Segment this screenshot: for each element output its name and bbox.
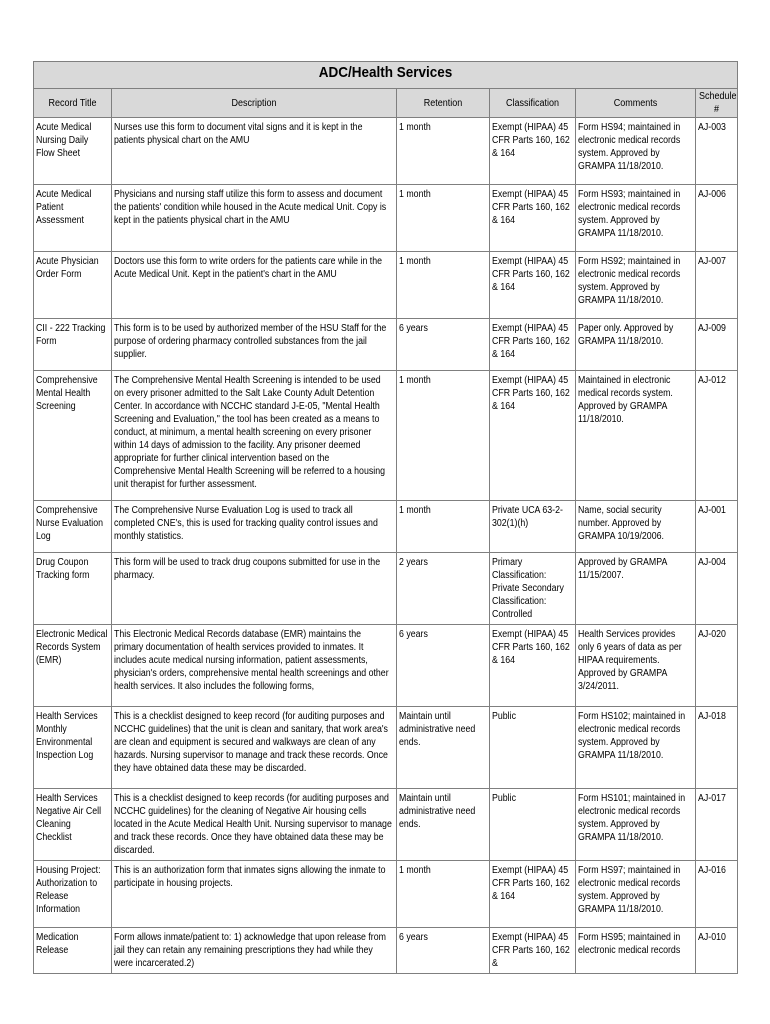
description-cell: This Electronic Medical Records database (EMR) maintains the primary documentation of health services provided to inmates. It includes acute medical nursing information, patient assessments, physician's orders, comprehensive mental health screenings and other health services. It also includes the following forms, (112, 625, 397, 707)
classification-cell: Public (490, 707, 576, 789)
table-row (34, 185, 738, 252)
description-cell: The Comprehensive Nurse Evaluation Log is used to track all completed CNE's, this is used for tracking quality control issues and monthly statistics. (112, 501, 397, 553)
table-row (34, 789, 738, 861)
table-row (34, 625, 738, 707)
table-row (34, 861, 738, 928)
schedule-cell: AJ-012 (696, 371, 738, 501)
description-cell: This is an authorization form that inmates signs allowing the inmate to participate in housing projects. (112, 861, 397, 928)
page-title: ADC/Health Services (34, 62, 738, 89)
schedule-cell: AJ-003 (696, 118, 738, 185)
classification-cell: Exempt (HIPAA) 45 CFR Parts 160, 162 & 164 (490, 371, 576, 501)
record-title-cell: Acute Physician Order Form (34, 252, 112, 319)
comments-cell: Approved by GRAMPA 11/15/2007. (576, 553, 696, 625)
retention-cell: 2 years (397, 553, 490, 625)
comments-cell: Form HS97; maintained in electronic medical records system. Approved by GRAMPA 11/18/2010. (576, 861, 696, 928)
schedule-cell: AJ-020 (696, 625, 738, 707)
record-title-cell: Comprehensive Nurse Evaluation Log (34, 501, 112, 553)
record-title-cell: Drug Coupon Tracking form (34, 553, 112, 625)
records-schedule-page (33, 61, 737, 974)
description-cell: Doctors use this form to write orders for the patients care while in the Acute Medical Unit. Kept in the patient's chart in the AMU (112, 252, 397, 319)
comments-cell: Name, social security number. Approved by GRAMPA 10/19/2006. (576, 501, 696, 553)
table-header-row (34, 89, 738, 118)
comments-cell: Paper only. Approved by GRAMPA 11/18/2010. (576, 319, 696, 371)
comments-cell: Maintained in electronic medical records system. Approved by GRAMPA 11/18/2010. (576, 371, 696, 501)
description-cell: The Comprehensive Mental Health Screening is intended to be used on every prisoner admitted to the Salt Lake County Adult Detention Center. In accordance with NCCHC standard J-E-05, "Mental Health Screening and Evaluation," the tool has been created as a means to conduct, at minimum, a mental health screening on every prisoner within 14 days of admission to the facility. Any prisoner deemed appropriate for further clinical intervention based on the Comprehensive Mental Health Screening will be referred to a housing unit therapist for further assessment. (112, 371, 397, 501)
table-title-row (34, 62, 738, 89)
table-row (34, 319, 738, 371)
retention-cell: 6 years (397, 319, 490, 371)
description-cell: This form will be used to track drug coupons submitted for use in the pharmacy. (112, 553, 397, 625)
comments-cell: Form HS94; maintained in electronic medical records system. Approved by GRAMPA 11/18/2010. (576, 118, 696, 185)
comments-cell: Form HS93; maintained in electronic medical records system. Approved by GRAMPA 11/18/2010. (576, 185, 696, 252)
retention-cell: 1 month (397, 371, 490, 501)
comments-cell: Form HS95; maintained in electronic medical records (576, 928, 696, 974)
schedule-cell: AJ-010 (696, 928, 738, 974)
table-row (34, 553, 738, 625)
record-title-cell: Comprehensive Mental Health Screening (34, 371, 112, 501)
record-title-cell: Electronic Medical Records System (EMR) (34, 625, 112, 707)
classification-cell: Exempt (HIPAA) 45 CFR Parts 160, 162 & 164 (490, 118, 576, 185)
schedule-cell: AJ-007 (696, 252, 738, 319)
record-title-cell: Acute Medical Nursing Daily Flow Sheet (34, 118, 112, 185)
classification-cell: Exempt (HIPAA) 45 CFR Parts 160, 162 & 164 (490, 185, 576, 252)
column-header-classification: Classification (490, 89, 576, 118)
schedule-cell: AJ-018 (696, 707, 738, 789)
table-body (34, 118, 738, 974)
record-title-cell: Acute Medical Patient Assessment (34, 185, 112, 252)
column-header-retention: Retention (397, 89, 490, 118)
table-row (34, 501, 738, 553)
schedule-cell: AJ-006 (696, 185, 738, 252)
table-row (34, 928, 738, 974)
table-row (34, 252, 738, 319)
schedule-cell: AJ-004 (696, 553, 738, 625)
comments-cell: Health Services provides only 6 years of data as per HIPAA requirements. Approved by GRAMPA 3/24/2011. (576, 625, 696, 707)
schedule-cell: AJ-009 (696, 319, 738, 371)
record-title-cell: Housing Project: Authorization to Release Information (34, 861, 112, 928)
retention-cell: 1 month (397, 501, 490, 553)
retention-cell: 1 month (397, 118, 490, 185)
classification-cell: Exempt (HIPAA) 45 CFR Parts 160, 162 & 164 (490, 861, 576, 928)
table-row (34, 707, 738, 789)
retention-cell: 1 month (397, 185, 490, 252)
column-header-description: Description (112, 89, 397, 118)
retention-cell: Maintain until administrative need ends. (397, 789, 490, 861)
table-row (34, 118, 738, 185)
record-title-cell: CII - 222 Tracking Form (34, 319, 112, 371)
retention-cell: 6 years (397, 625, 490, 707)
description-cell: This is a checklist designed to keep records (for auditing purposes and NCCHC guidelines) for the cleaning of Negative Air housing cells located in the Acute Medical Health Unit. Nursing supervisor to manage and track these records. Once they have obtained data these may be discarded. (112, 789, 397, 861)
classification-cell: Exempt (HIPAA) 45 CFR Parts 160, 162 & 164 (490, 252, 576, 319)
description-cell: This is a checklist designed to keep record (for auditing purposes and NCCHC guidelines) that the unit is clean and sanitary, that work area's are clean and equipment is secured and walkways are clean of any hazards. Nursing supervisor to manage and track these records. Once they have obtained data these may be discarded. (112, 707, 397, 789)
comments-cell: Form HS92; maintained in electronic medical records system. Approved by GRAMPA 11/18/2010. (576, 252, 696, 319)
description-cell: Physicians and nursing staff utilize this form to assess and document the patients' condition while housed in the Acute medical Unit. Copy is kept in the patients physical chart in the AMU (112, 185, 397, 252)
description-cell: This form is to be used by authorized member of the HSU Staff for the purpose of ordering pharmacy controlled substances from the jail supplier. (112, 319, 397, 371)
comments-cell: Form HS101; maintained in electronic medical records system. Approved by GRAMPA 11/18/2010. (576, 789, 696, 861)
classification-cell: Exempt (HIPAA) 45 CFR Parts 160, 162 & 164 (490, 625, 576, 707)
retention-cell: 1 month (397, 252, 490, 319)
table-row (34, 371, 738, 501)
comments-cell: Form HS102; maintained in electronic medical records system. Approved by GRAMPA 11/18/2010. (576, 707, 696, 789)
column-header-comments: Comments (576, 89, 696, 118)
schedule-cell: AJ-017 (696, 789, 738, 861)
classification-cell: Exempt (HIPAA) 45 CFR Parts 160, 162 & (490, 928, 576, 974)
classification-cell: Public (490, 789, 576, 861)
schedule-cell: AJ-016 (696, 861, 738, 928)
classification-cell: Exempt (HIPAA) 45 CFR Parts 160, 162 & 164 (490, 319, 576, 371)
description-cell: Nurses use this form to document vital signs and it is kept in the patients physical chart on the AMU (112, 118, 397, 185)
schedule-cell: AJ-001 (696, 501, 738, 553)
retention-cell: 1 month (397, 861, 490, 928)
classification-cell: Private UCA 63-2-302(1)(h) (490, 501, 576, 553)
classification-cell: Primary Classification: Private Secondary Classification: Controlled (490, 553, 576, 625)
record-title-cell: Medication Release (34, 928, 112, 974)
column-header-record-title: Record Title (34, 89, 112, 118)
record-title-cell: Health Services Negative Air Cell Cleaning Checklist (34, 789, 112, 861)
record-title-cell: Health Services Monthly Environmental Inspection Log (34, 707, 112, 789)
column-header-schedule: Schedule # (696, 89, 738, 118)
retention-cell: 6 years (397, 928, 490, 974)
retention-cell: Maintain until administrative need ends. (397, 707, 490, 789)
description-cell: Form allows inmate/patient to: 1) acknowledge that upon release from jail they can retain any remaining prescriptions they had while they were incarcerated.2) (112, 928, 397, 974)
records-table (33, 61, 738, 974)
